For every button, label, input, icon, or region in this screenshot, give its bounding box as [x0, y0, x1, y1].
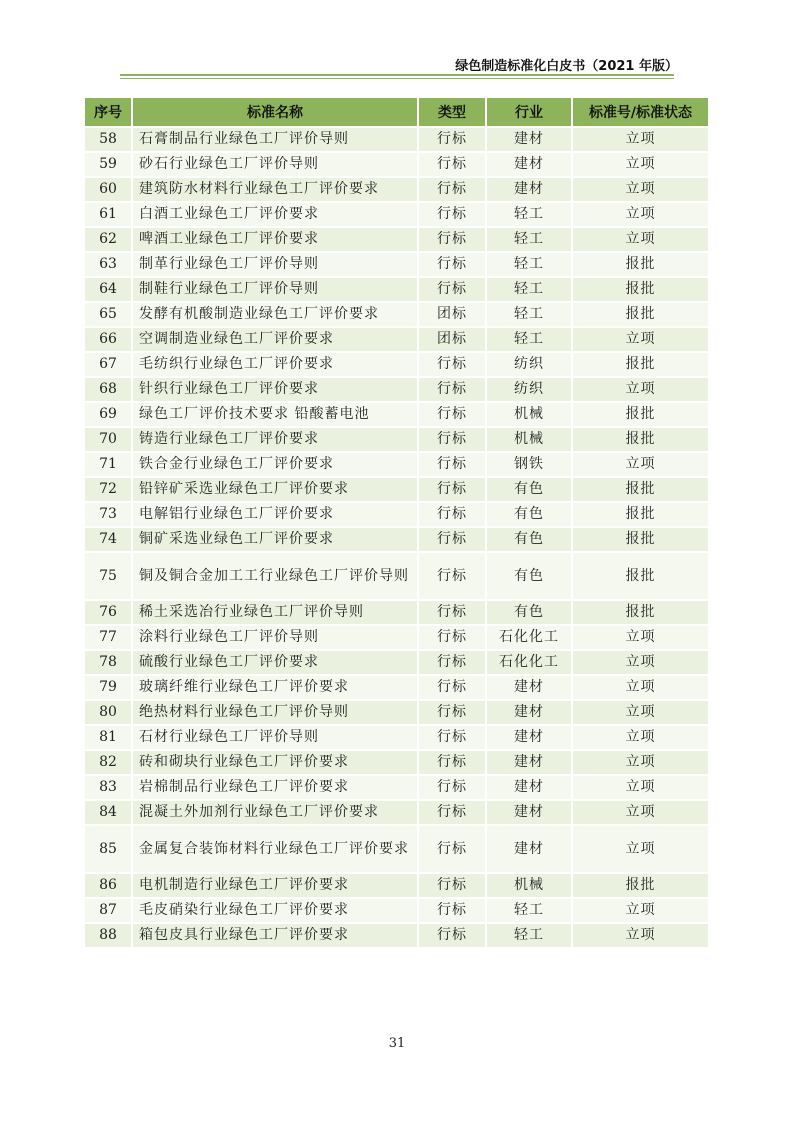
standard-name-cell: 铅锌矿采选业绿色工厂评价要求	[132, 477, 418, 502]
row-number-cell: 86	[84, 873, 132, 898]
table-header-row	[84, 97, 709, 127]
standard-name-cell: 稀土采选冶行业绿色工厂评价导则	[132, 600, 418, 625]
table-row	[84, 252, 709, 277]
industry-cell: 建材	[486, 775, 572, 800]
industry-cell: 纺织	[486, 377, 572, 402]
industry-cell: 轻工	[486, 252, 572, 277]
standard-type-cell: 行标	[418, 600, 486, 625]
table-row	[84, 552, 709, 600]
standard-name-cell: 白酒工业绿色工厂评价要求	[132, 202, 418, 227]
industry-cell: 有色	[486, 600, 572, 625]
row-number-cell: 74	[84, 527, 132, 552]
standard-type-cell: 行标	[418, 202, 486, 227]
industry-cell: 建材	[486, 825, 572, 873]
standard-type-cell: 团标	[418, 327, 486, 352]
row-number-cell: 73	[84, 502, 132, 527]
table-row	[84, 302, 709, 327]
row-number-cell: 80	[84, 700, 132, 725]
table-row	[84, 800, 709, 825]
standard-type-cell: 行标	[418, 377, 486, 402]
table-row	[84, 452, 709, 477]
col-header-industry: 行业	[486, 97, 572, 127]
standard-name-cell: 涂料行业绿色工厂评价导则	[132, 625, 418, 650]
standard-name-cell: 制鞋行业绿色工厂评价导则	[132, 277, 418, 302]
standard-status-cell: 立项	[572, 327, 709, 352]
standard-status-cell: 立项	[572, 625, 709, 650]
standard-name-cell: 金属复合装饰材料行业绿色工厂评价要求	[132, 825, 418, 873]
standard-status-cell: 立项	[572, 725, 709, 750]
standard-type-cell: 行标	[418, 775, 486, 800]
table-row	[84, 402, 709, 427]
standard-type-cell: 行标	[418, 352, 486, 377]
industry-cell: 有色	[486, 527, 572, 552]
standard-status-cell: 立项	[572, 177, 709, 202]
col-header-status: 标准号/标准状态	[572, 97, 709, 127]
industry-cell: 有色	[486, 502, 572, 527]
standard-name-cell: 发酵有机酸制造业绿色工厂评价要求	[132, 302, 418, 327]
industry-cell: 石化化工	[486, 650, 572, 675]
standard-name-cell: 铁合金行业绿色工厂评价要求	[132, 452, 418, 477]
standard-name-cell: 石膏制品行业绿色工厂评价导则	[132, 127, 418, 152]
table-row	[84, 377, 709, 402]
standard-status-cell: 立项	[572, 227, 709, 252]
standard-status-cell: 立项	[572, 700, 709, 725]
standard-name-cell: 电机制造行业绿色工厂评价要求	[132, 873, 418, 898]
table-row	[84, 825, 709, 873]
row-number-cell: 84	[84, 800, 132, 825]
standard-status-cell: 立项	[572, 775, 709, 800]
row-number-cell: 77	[84, 625, 132, 650]
standard-name-cell: 空调制造业绿色工厂评价要求	[132, 327, 418, 352]
table-row	[84, 477, 709, 502]
table-row	[84, 277, 709, 302]
standard-status-cell: 立项	[572, 152, 709, 177]
standard-type-cell: 行标	[418, 527, 486, 552]
header-rule-thin	[120, 78, 674, 79]
row-number-cell: 66	[84, 327, 132, 352]
standard-type-cell: 行标	[418, 625, 486, 650]
table-row	[84, 177, 709, 202]
standard-name-cell: 岩棉制品行业绿色工厂评价要求	[132, 775, 418, 800]
standard-name-cell: 毛皮硝染行业绿色工厂评价要求	[132, 898, 418, 923]
page-number: 31	[388, 1036, 406, 1051]
industry-cell: 轻工	[486, 898, 572, 923]
table-row	[84, 725, 709, 750]
standard-status-cell: 立项	[572, 127, 709, 152]
standard-status-cell: 报批	[572, 552, 709, 600]
table-row	[84, 625, 709, 650]
standard-type-cell: 行标	[418, 825, 486, 873]
industry-cell: 建材	[486, 127, 572, 152]
header-rule	[120, 74, 674, 76]
standard-type-cell: 行标	[418, 675, 486, 700]
standard-name-cell: 毛纺织行业绿色工厂评价要求	[132, 352, 418, 377]
standard-name-cell: 石材行业绿色工厂评价导则	[132, 725, 418, 750]
industry-cell: 机械	[486, 402, 572, 427]
standard-type-cell: 行标	[418, 873, 486, 898]
row-number-cell: 78	[84, 650, 132, 675]
standard-status-cell: 报批	[572, 252, 709, 277]
industry-cell: 有色	[486, 477, 572, 502]
standard-status-cell: 报批	[572, 402, 709, 427]
standard-type-cell: 行标	[418, 800, 486, 825]
standard-status-cell: 立项	[572, 750, 709, 775]
row-number-cell: 62	[84, 227, 132, 252]
row-number-cell: 69	[84, 402, 132, 427]
industry-cell: 轻工	[486, 202, 572, 227]
industry-cell: 建材	[486, 675, 572, 700]
row-number-cell: 88	[84, 923, 132, 948]
standard-type-cell: 行标	[418, 402, 486, 427]
standard-status-cell: 立项	[572, 675, 709, 700]
row-number-cell: 72	[84, 477, 132, 502]
standard-status-cell: 立项	[572, 650, 709, 675]
standard-name-cell: 建筑防水材料行业绿色工厂评价要求	[132, 177, 418, 202]
table-row	[84, 502, 709, 527]
table-row	[84, 600, 709, 625]
table-row	[84, 152, 709, 177]
table-row	[84, 527, 709, 552]
standard-status-cell: 立项	[572, 452, 709, 477]
standard-status-cell: 报批	[572, 427, 709, 452]
industry-cell: 建材	[486, 800, 572, 825]
standard-type-cell: 行标	[418, 277, 486, 302]
row-number-cell: 87	[84, 898, 132, 923]
table-row	[84, 127, 709, 152]
row-number-cell: 82	[84, 750, 132, 775]
industry-cell: 石化化工	[486, 625, 572, 650]
standard-type-cell: 行标	[418, 477, 486, 502]
standard-type-cell: 行标	[418, 923, 486, 948]
industry-cell: 建材	[486, 177, 572, 202]
standard-status-cell: 立项	[572, 202, 709, 227]
standard-type-cell: 行标	[418, 452, 486, 477]
standard-status-cell: 立项	[572, 923, 709, 948]
row-number-cell: 68	[84, 377, 132, 402]
row-number-cell: 83	[84, 775, 132, 800]
row-number-cell: 65	[84, 302, 132, 327]
industry-cell: 轻工	[486, 327, 572, 352]
col-header-type: 类型	[418, 97, 486, 127]
running-header-title: 绿色制造标准化白皮书（2021 年版）	[455, 59, 678, 74]
industry-cell: 轻工	[486, 302, 572, 327]
table-row	[84, 775, 709, 800]
standards-table	[83, 96, 710, 949]
row-number-cell: 79	[84, 675, 132, 700]
standard-name-cell: 玻璃纤维行业绿色工厂评价要求	[132, 675, 418, 700]
standard-name-cell: 铜矿采选业绿色工厂评价要求	[132, 527, 418, 552]
industry-cell: 有色	[486, 552, 572, 600]
table-row	[84, 650, 709, 675]
industry-cell: 纺织	[486, 352, 572, 377]
industry-cell: 机械	[486, 873, 572, 898]
standard-type-cell: 行标	[418, 898, 486, 923]
row-number-cell: 60	[84, 177, 132, 202]
table-row	[84, 873, 709, 898]
row-number-cell: 70	[84, 427, 132, 452]
row-number-cell: 64	[84, 277, 132, 302]
industry-cell: 建材	[486, 750, 572, 775]
table-row	[84, 923, 709, 948]
standard-name-cell: 啤酒工业绿色工厂评价要求	[132, 227, 418, 252]
row-number-cell: 85	[84, 825, 132, 873]
standard-type-cell: 行标	[418, 650, 486, 675]
row-number-cell: 71	[84, 452, 132, 477]
col-header-name: 标准名称	[132, 97, 418, 127]
standard-status-cell: 立项	[572, 377, 709, 402]
standard-status-cell: 报批	[572, 873, 709, 898]
standard-status-cell: 立项	[572, 800, 709, 825]
row-number-cell: 76	[84, 600, 132, 625]
standard-name-cell: 砖和砌块行业绿色工厂评价要求	[132, 750, 418, 775]
table-row	[84, 352, 709, 377]
standard-type-cell: 行标	[418, 152, 486, 177]
standard-status-cell: 报批	[572, 477, 709, 502]
row-number-cell: 81	[84, 725, 132, 750]
standard-status-cell: 立项	[572, 898, 709, 923]
table-row	[84, 898, 709, 923]
standard-name-cell: 硫酸行业绿色工厂评价要求	[132, 650, 418, 675]
standard-name-cell: 箱包皮具行业绿色工厂评价要求	[132, 923, 418, 948]
standard-status-cell: 报批	[572, 600, 709, 625]
row-number-cell: 61	[84, 202, 132, 227]
standard-type-cell: 行标	[418, 700, 486, 725]
standard-status-cell: 报批	[572, 352, 709, 377]
standard-type-cell: 行标	[418, 750, 486, 775]
row-number-cell: 58	[84, 127, 132, 152]
table-row	[84, 675, 709, 700]
standard-type-cell: 行标	[418, 725, 486, 750]
industry-cell: 钢铁	[486, 452, 572, 477]
standard-type-cell: 团标	[418, 302, 486, 327]
standard-type-cell: 行标	[418, 252, 486, 277]
standard-name-cell: 砂石行业绿色工厂评价导则	[132, 152, 418, 177]
standard-name-cell: 绿色工厂评价技术要求 铅酸蓄电池	[132, 402, 418, 427]
industry-cell: 轻工	[486, 923, 572, 948]
industry-cell: 建材	[486, 725, 572, 750]
industry-cell: 轻工	[486, 277, 572, 302]
standard-type-cell: 行标	[418, 427, 486, 452]
table-row	[84, 202, 709, 227]
industry-cell: 建材	[486, 700, 572, 725]
standard-name-cell: 混凝土外加剂行业绿色工厂评价要求	[132, 800, 418, 825]
row-number-cell: 67	[84, 352, 132, 377]
industry-cell: 轻工	[486, 227, 572, 252]
standard-type-cell: 行标	[418, 227, 486, 252]
row-number-cell: 75	[84, 552, 132, 600]
standard-name-cell: 铜及铜合金加工工行业绿色工厂评价导则	[132, 552, 418, 600]
standard-name-cell: 绝热材料行业绿色工厂评价导则	[132, 700, 418, 725]
standard-type-cell: 行标	[418, 127, 486, 152]
standard-type-cell: 行标	[418, 177, 486, 202]
row-number-cell: 63	[84, 252, 132, 277]
table-body	[84, 127, 709, 948]
standard-status-cell: 报批	[572, 277, 709, 302]
standard-name-cell: 铸造行业绿色工厂评价要求	[132, 427, 418, 452]
table-row	[84, 327, 709, 352]
standard-status-cell: 报批	[572, 302, 709, 327]
row-number-cell: 59	[84, 152, 132, 177]
table-row	[84, 227, 709, 252]
industry-cell: 机械	[486, 427, 572, 452]
standard-status-cell: 报批	[572, 502, 709, 527]
standard-name-cell: 制革行业绿色工厂评价导则	[132, 252, 418, 277]
col-header-number: 序号	[84, 97, 132, 127]
standard-type-cell: 行标	[418, 552, 486, 600]
table-row	[84, 427, 709, 452]
standard-name-cell: 电解铝行业绿色工厂评价要求	[132, 502, 418, 527]
standard-status-cell: 报批	[572, 527, 709, 552]
industry-cell: 建材	[486, 152, 572, 177]
standard-status-cell: 立项	[572, 825, 709, 873]
table-row	[84, 700, 709, 725]
table-row	[84, 750, 709, 775]
standard-name-cell: 针织行业绿色工厂评价要求	[132, 377, 418, 402]
standard-type-cell: 行标	[418, 502, 486, 527]
